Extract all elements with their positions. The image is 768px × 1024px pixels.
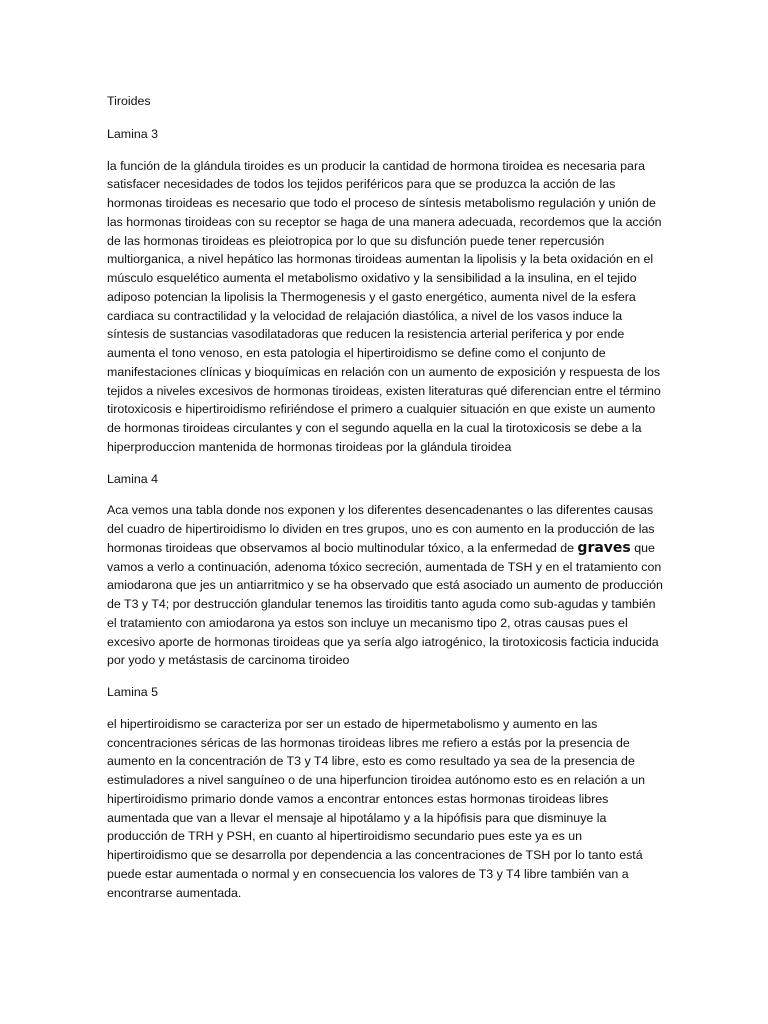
section-label-lamina-4: Lamina 4 (107, 471, 158, 486)
paragraph-lamina-3: la función de la glándula tiroides es un producir la cantidad de hormona tiroidea es necesaria para satisfacer necesidades de todos los tejidos periféricos para que se produzca la acción de las hormonas tiroideas es necesario que todo el proceso de síntesis metabolismo regulación y unión de las hormonas tiroideas con su receptor se haga de una manera adecuada, recordemos que la acción de las hormonas tiroideas es pleiotropica por lo que su disfunción puede tener repercusión multiorganica, a nivel hepático las hormonas tiroideas aumentan la lipolisis y la beta oxidación en el músculo esquelético aumenta el metabolismo oxidativo y la sensibilidad a la insulina, en el tejido adiposo potencian la lipolisis la Thermogenesis y el gasto energético, aumenta nivel de la esfera cardiaca su contractilidad y la velocidad de relajación diastólica, a nivel de los vasos induce la síntesis de sustancias vasodilatadoras que reducen la resistencia arterial periferica y por ende aumenta el tono venoso, en esta patologia el hipertiroidismo se define como el conjunto de manifestaciones clínicas y bioquímicas en relación con un aumento de exposición y respuesta de los tejidos a niveles excesivos de hormonas tiroideas, existen literaturas qué diferencian entre el término tirotoxicosis e hipertiroidismo refiriéndose el primero a cualquier situación en que existe un aumento de hormonas tiroideas circulantes y con el segundo aquella en la cual la tirotoxicosis se debe a la hiperproduccion mantenida de hormonas tiroideas por la glándula tiroidea (107, 158, 662, 454)
paragraph-lamina-4-part-2: que vamos a verlo a continuación, adenoma tóxico secreción, aumentada de TSH y en el tratamiento con amiodarona que jes un antiarritmico y se ha observado que está asociado un aumento de producción de T3 y T4; por destrucción glandular tenemos las tiroiditis tanto aguda como sub-agudas y también el tratamiento con amiodarona ya estos son incluye un mecanismo tipo 2, otras causas pues el excesivo aporte de hormonas tiroideas que ya sería algo iatrogénico, la tirotoxicosis facticia inducida por yodo y metástasis de carcinoma tiroideo (107, 540, 663, 668)
paragraph-lamina-4-part-1: Aca vemos una tabla donde nos exponen y los diferentes desencadenantes o las diferentes causas del cuadro de hipertiroidismo lo dividen en tres grupos, uno es con aumento en la producción de las hormonas tiroideas que observamos al bocio multinodular tóxico, a la enfermedad de (107, 503, 655, 555)
paragraph-lamina-4 (107, 501, 663, 670)
section-label-lamina-3: Lamina 3 (107, 126, 158, 141)
paragraph-lamina-5: el hipertiroidismo se caracteriza por ser un estado de hipermetabolismo y aumento en las concentraciones séricas de las hormonas tiroideas libres me refiero a estás por la presencia de aumento en la concentración de T3 y T4 libre, esto es como resultado ya sea de la presencia de estimuladores a nivel sanguíneo o de una hiperfuncion tiroidea autónomo esto es en relación a un hipertiroidismo primario donde vamos a encontrar entonces estas hormonas tiroideas libres aumentada que van a llevar el mensaje al hipotálamo y a la hipófisis para que disminuye la producción de TRH y PSH, en cuanto al hipertiroidismo secundario pues este ya es un hipertiroidismo que se desarrolla por dependencia a las concentraciones de TSH por lo tanto está puede estar aumentada o normal y en consecuencia los valores de T3 y T4 libre también van a encontrarse aumentada. (107, 716, 645, 900)
section-label-lamina-5: Lamina 5 (107, 685, 158, 699)
highlight-graves: graves (577, 539, 631, 556)
document-page (107, 92, 663, 902)
document-title: Tiroides (107, 94, 151, 108)
